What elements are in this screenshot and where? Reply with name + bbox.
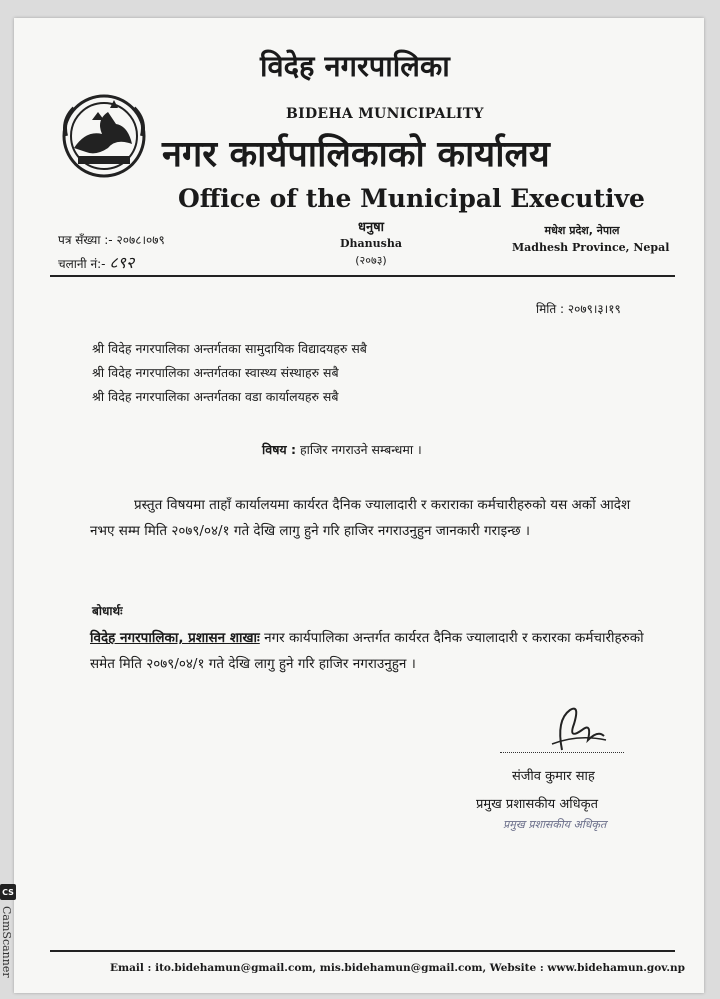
municipality-name-english: BIDEHA MUNICIPALITY bbox=[286, 106, 484, 122]
cc-text: नगर कार्यपालिका अन्तर्गत कार्यरत दैनिक ज्यालादारी र करारका कर्मचारीहरुको समेत मिति २०७९/०४/१ गते देखि लागु हुने गरि हाजिर नगराउनुहुन । bbox=[90, 630, 644, 672]
signature-icon bbox=[548, 700, 608, 756]
province-block bbox=[512, 223, 670, 254]
official-stamp: प्रमुख प्रशासकीय अधिकृत bbox=[503, 818, 607, 831]
camscanner-logo-icon: CS bbox=[0, 884, 16, 900]
body-paragraph: प्रस्तुत विषयमा ताहाँ कार्यालयमा कार्यरत दैनिक ज्यालादारी र कराराका कर्मचारीहरुको यस अर्को आदेश नभए सम्म मिति २०७९/०४/१ गते देखि लागु हुने गरि हाजिर नगराउनुहुन जानकारी गराइन्छ । bbox=[90, 497, 631, 539]
footer-contact: Email : ito.bidehamun@gmail.com, mis.bidehamun@gmail.com, Website : www.bidehamun.gov.np bbox=[110, 962, 685, 974]
footer-divider bbox=[50, 950, 675, 952]
dispatch-number bbox=[58, 251, 134, 273]
camscanner-label: CamScanner bbox=[0, 906, 13, 978]
letter-number-value: २०७८।०७९ bbox=[116, 233, 165, 247]
office-title-nepali: नगर कार्यपालिकाको कार्यालय bbox=[162, 134, 550, 175]
province-nepali: मधेश प्रदेश, नेपाल bbox=[544, 224, 620, 237]
municipality-name-nepali: विदेह नगरपालिका bbox=[260, 49, 450, 83]
province-english: Madhesh Province, Nepal bbox=[512, 241, 670, 254]
district-nepali: धनुषा bbox=[357, 220, 385, 235]
letter-number-label: पत्र सँख्या :- bbox=[58, 233, 113, 247]
recipient-line: श्री विदेह नगरपालिका अन्तर्गतका वडा कार्यालयहरु सबै bbox=[92, 389, 339, 404]
signature-line bbox=[500, 752, 624, 753]
office-title-english: Office of the Municipal Executive bbox=[178, 184, 645, 213]
subject-text: हाजिर नगराउने सम्बन्धमा । bbox=[300, 442, 422, 457]
signatory-title: प्रमुख प्रशासकीय अधिकृत bbox=[476, 797, 599, 812]
cc-paragraph bbox=[90, 625, 650, 677]
recipient-line: श्री विदेह नगरपालिका अन्तर्गतका स्वास्थ्य संस्थाहरु सबै bbox=[92, 365, 339, 380]
cc-title: बोधार्थः bbox=[92, 604, 123, 618]
district-english: Dhanusha bbox=[340, 237, 402, 250]
established-year: (२०७३) bbox=[355, 254, 387, 267]
district-block bbox=[336, 217, 406, 268]
subject-label: विषय : bbox=[262, 442, 297, 457]
signatory-name: संजीव कुमार साह bbox=[512, 769, 595, 784]
letter-date: मिति : २०७९।३।१९ bbox=[536, 302, 621, 316]
dispatch-number-label: चलानी नं:- bbox=[58, 257, 106, 271]
camscanner-watermark bbox=[0, 884, 18, 994]
municipality-emblem-icon bbox=[56, 90, 152, 182]
recipient-line: श्री विदेह नगरपालिका अन्तर्गतका सामुदायिक विद्यादयहरु सबै bbox=[92, 341, 367, 356]
letter-number bbox=[58, 231, 165, 248]
dispatch-number-value: ८९२ bbox=[109, 253, 135, 272]
cc-recipient: विदेह नगरपालिका, प्रशासन शाखाः bbox=[90, 630, 260, 646]
subject-line bbox=[262, 441, 422, 458]
header-divider bbox=[50, 275, 675, 277]
